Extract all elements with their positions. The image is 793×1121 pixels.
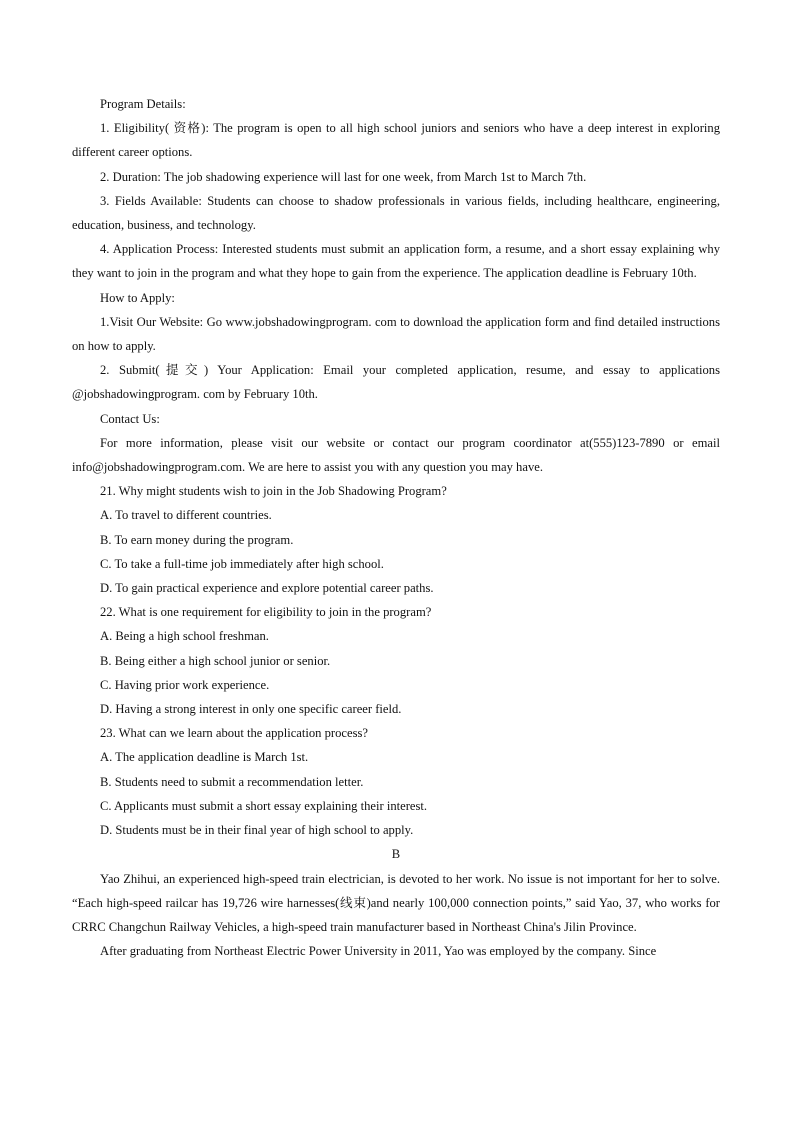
duration-item: 2. Duration: The job shadowing experience will last for one week, from March 1st to March 7th. <box>100 169 587 184</box>
fields-item: 3. Fields Available: Students can choose to shadow professionals in various fields, including healthcare, engineering, education, business, and technology. <box>72 193 720 233</box>
section-b-paragraph-2: After graduating from Northeast Electric Power University in 2011, Yao was employed by the company. Since <box>100 944 657 959</box>
submit-application-item: 2. Submit(提交) Your Application: Email your completed application, resume, and essay to applications @jobshadowingprogram. com by February 10th. <box>72 363 720 402</box>
option-c: C. To take a full-time job immediately after high school. <box>100 556 384 571</box>
question-22 <box>72 600 720 721</box>
question-stem: 23. What can we learn about the application process? <box>100 726 368 741</box>
option-b: B. Students need to submit a recommendation letter. <box>100 774 364 789</box>
option-d: D. Having a strong interest in only one specific career field. <box>100 702 402 717</box>
option-b: B. Being either a high school junior or senior. <box>100 653 331 668</box>
option-a: A. The application deadline is March 1st. <box>100 750 309 765</box>
visit-website-item: 1.Visit Our Website: Go www.jobshadowingprogram. com to download the application form and find detailed instructions on how to apply. <box>72 314 720 354</box>
question-21 <box>72 479 720 600</box>
option-a: A. To travel to different countries. <box>100 508 272 523</box>
option-d: D. To gain practical experience and explore potential career paths. <box>100 581 434 596</box>
question-stem: 22. What is one requirement for eligibility to join in the program? <box>100 605 432 620</box>
option-b: B. To earn money during the program. <box>100 532 294 547</box>
option-d: D. Students must be in their final year of high school to apply. <box>100 823 414 838</box>
option-a: A. Being a high school freshman. <box>100 629 269 644</box>
eligibility-item: 1. Eligibility( 资格): The program is open to all high school juniors and seniors who have a deep interest in exploring different career options. <box>72 121 720 160</box>
section-b-paragraph-1: Yao Zhihui, an experienced high-speed train electrician, is devoted to her work. No issue is not important for her to solve. “Each high-speed railcar has 19,726 wire harnesses(线束)and nearly 100,000 connection points,” said Yao, 37, who works for CRRC Changchun Railway Vehicles, a high-speed train manufacturer based in Northeast China's Jilin Province. <box>72 871 720 934</box>
application-process-item: 4. Application Process: Interested students must submit an application form, a resume, and a short essay explaining why they want to join in the program and what they hope to gain from the experience. The application deadline is February 10th. <box>72 242 720 281</box>
program-details-heading: Program Details: <box>100 97 186 111</box>
contact-text: For more information, please visit our website or contact our program coordinator at(555)123-7890 or email info@jobshadowingprogram.com. We are here to assist you with any question you may have. <box>72 435 720 475</box>
contact-heading: Contact Us: <box>100 411 160 426</box>
section-b-label: B <box>391 847 401 862</box>
how-to-apply-heading: How to Apply: <box>100 290 175 305</box>
document-page <box>72 92 720 963</box>
option-c: C. Applicants must submit a short essay explaining their interest. <box>100 798 428 813</box>
option-c: C. Having prior work experience. <box>100 677 270 692</box>
question-stem: 21. Why might students wish to join in the Job Shadowing Program? <box>100 484 447 499</box>
question-23 <box>72 721 720 842</box>
